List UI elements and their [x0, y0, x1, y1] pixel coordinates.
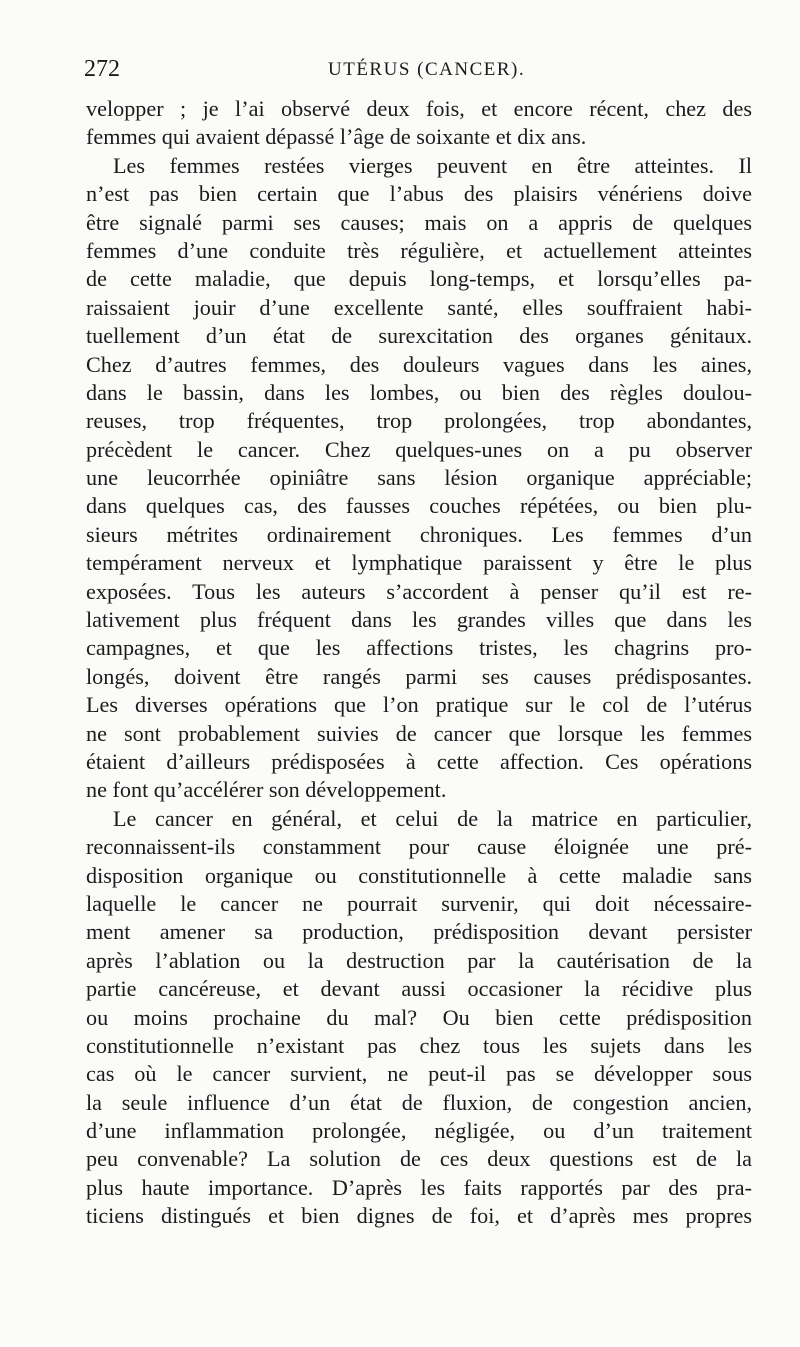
text-line: ment amener sa production, prédisposition devant persister	[86, 919, 752, 945]
body-text	[86, 95, 752, 1231]
text-line: Chez d’autres femmes, des douleurs vagues dans les aines,	[86, 351, 752, 377]
text-line: femmes qui avaient dépassé l’âge de soixante et dix ans.	[86, 124, 587, 150]
text-line: reuses, trop fréquentes, trop prolongées, trop abondantes,	[86, 408, 752, 434]
text-line: une leucorrhée opiniâtre sans lésion organique appréciable;	[86, 465, 752, 491]
text-line: être signalé parmi ses causes; mais on a appris de quelques	[86, 209, 752, 235]
text-line: n’est pas bien certain que l’abus des plaisirs vénériens doive	[86, 181, 752, 207]
text-line: dans quelques cas, des fausses couches répétées, ou bien plu-	[86, 493, 752, 519]
page-header	[84, 56, 752, 86]
text-line: exposées. Tous les auteurs s’accordent à penser qu’il est re-	[86, 578, 752, 604]
text-line: ne sont probablement suivies de cancer que lorsque les femmes	[86, 720, 752, 746]
text-line: plus haute importance. D’après les faits rapportés par des pra-	[86, 1174, 752, 1200]
text-line: cas où le cancer survient, ne peut-il pas se développer sous	[86, 1061, 752, 1087]
text-line: sieurs métrites ordinairement chroniques. Les femmes d’un	[86, 521, 752, 547]
page-number: 272	[84, 56, 120, 82]
text-line: Les diverses opérations que l’on pratique sur le col de l’utérus	[86, 692, 752, 718]
text-line: femmes d’une conduite très régulière, et actuellement atteintes	[86, 237, 752, 263]
text-line: la seule influence d’un état de fluxion, de congestion ancien,	[86, 1089, 752, 1115]
text-line: velopper ; je l’ai observé deux fois, et encore récent, chez des	[86, 96, 752, 121]
text-line: Le cancer en général, et celui de la matrice en particulier,	[113, 805, 752, 831]
text-line: partie cancéreuse, et devant aussi occasioner la récidive plus	[86, 976, 752, 1002]
text-line: laquelle le cancer ne pourrait survenir, qui doit nécessaire-	[86, 890, 752, 916]
text-line: précèdent le cancer. Chez quelques-unes on a pu observer	[86, 436, 752, 462]
text-line: tuellement d’un état de surexcitation des organes génitaux.	[86, 323, 752, 349]
text-line: ticiens distingués et bien dignes de foi, et d’après mes propres	[86, 1203, 752, 1229]
text-line: étaient d’ailleurs prédisposées à cette affection. Ces opérations	[86, 748, 752, 774]
text-line: disposition organique ou constitutionnelle à cette maladie sans	[86, 862, 752, 888]
text-line: longés, doivent être rangés parmi ses causes prédisposantes.	[86, 663, 752, 689]
text-line: raissaient jouir d’une excellente santé, elles souffraient habi-	[86, 294, 752, 320]
text-line: lativement plus fréquent dans les grandes villes que dans les	[86, 607, 752, 633]
text-line: Les femmes restées vierges peuvent en être atteintes. Il	[113, 152, 752, 178]
text-line: reconnaissent-ils constamment pour cause éloignée une pré-	[86, 834, 752, 860]
running-head: UTÉRUS (CANCER).	[328, 59, 526, 80]
text-line: ne font qu’accélérer son développement.	[86, 777, 447, 803]
text-line: campagnes, et que les affections tristes, les chagrins pro-	[86, 635, 752, 661]
text-line: peu convenable? La solution de ces deux questions est de la	[86, 1146, 752, 1172]
text-line: d’une inflammation prolongée, négligée, ou d’un traitement	[86, 1118, 752, 1144]
text-line: de cette maladie, que depuis long-temps, et lorsqu’elles pa-	[86, 266, 752, 292]
text-line: tempérament nerveux et lymphatique paraissent y être le plus	[86, 550, 752, 576]
text-line: ou moins prochaine du mal? Ou bien cette prédisposition	[86, 1004, 752, 1030]
text-line: dans le bassin, dans les lombes, ou bien des règles doulou-	[86, 379, 752, 405]
text-line: constitutionnelle n’existant pas chez tous les sujets dans les	[86, 1032, 752, 1058]
text-line: après l’ablation ou la destruction par la cautérisation de la	[86, 947, 752, 973]
